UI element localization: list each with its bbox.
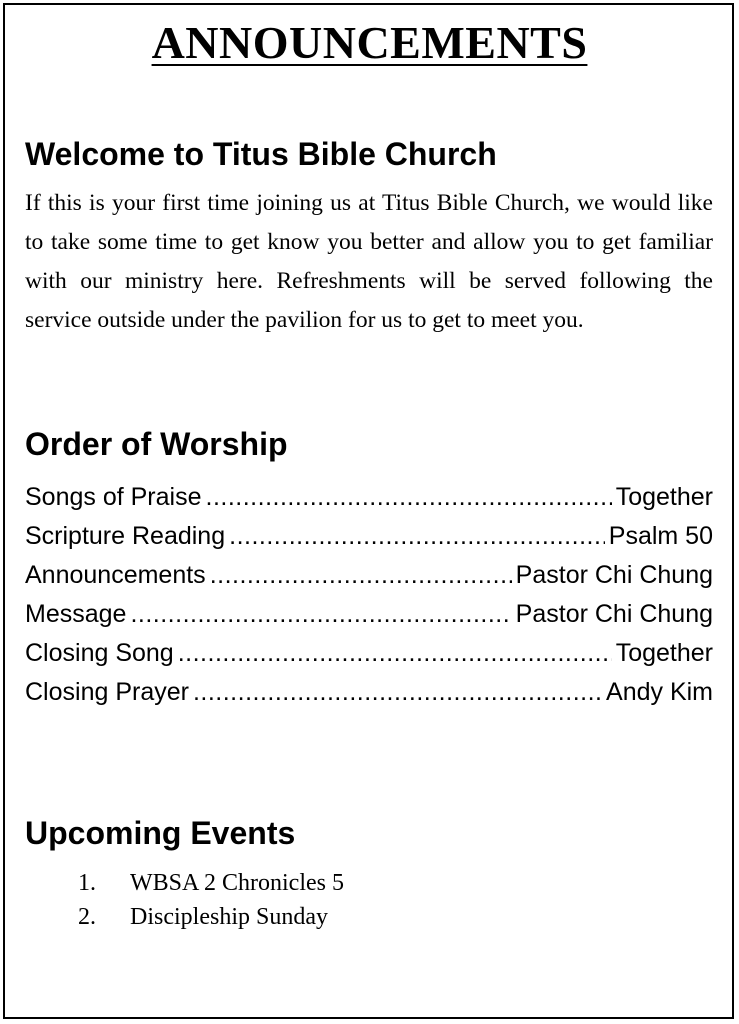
event-text: Discipleship Sunday (130, 904, 328, 930)
worship-item-announcements (25, 556, 713, 595)
worship-item-leader: Psalm 50 (608, 522, 713, 550)
event-number: 2. (78, 904, 96, 930)
worship-item-name: Songs of Praise (25, 483, 202, 511)
event-text: WBSA 2 Chronicles 5 (130, 870, 344, 896)
worship-item-leader: Together (615, 483, 713, 511)
worship-item-leader: Pastor Chi Chung (515, 561, 713, 589)
welcome-heading: Welcome to Titus Bible Church (25, 136, 497, 172)
worship-item-songs-of-praise (25, 478, 713, 517)
upcoming-events-list (78, 866, 344, 934)
worship-item-name: Announcements (25, 561, 206, 589)
welcome-paragraph: If this is your first time joining us at Titus Bible Church, we would like to take some time to get know you better and allow you to get familiar with our ministry here. Refreshments will be served following the service outside under the pavilion for us to get to meet you. (25, 190, 713, 333)
dot-leader (193, 673, 602, 712)
worship-item-message (25, 595, 713, 634)
worship-item-leader: Pastor Chi Chung (515, 600, 713, 628)
dot-leader (210, 556, 512, 595)
order-of-worship-list (25, 478, 713, 712)
worship-item-name: Scripture Reading (25, 522, 226, 550)
worship-item-closing-song (25, 634, 713, 673)
worship-item-scripture-reading (25, 517, 713, 556)
worship-item-name: Closing Prayer (25, 678, 189, 706)
page-title (0, 14, 739, 72)
upcoming-events-heading: Upcoming Events (25, 815, 296, 851)
dot-leader (130, 595, 511, 634)
dot-leader (178, 634, 612, 673)
worship-item-leader: Andy Kim (606, 678, 713, 706)
event-item (78, 866, 344, 900)
order-of-worship-heading: Order of Worship (25, 426, 288, 462)
event-item (78, 900, 344, 934)
dot-leader (229, 517, 605, 556)
event-number: 1. (78, 870, 96, 896)
worship-item-name: Closing Song (25, 639, 174, 667)
worship-item-leader: Together (615, 639, 713, 667)
worship-item-name: Message (25, 600, 127, 628)
dot-leader (206, 478, 612, 517)
worship-item-closing-prayer (25, 673, 713, 712)
page-title-text: ANNOUNCEMENTS (151, 17, 588, 68)
